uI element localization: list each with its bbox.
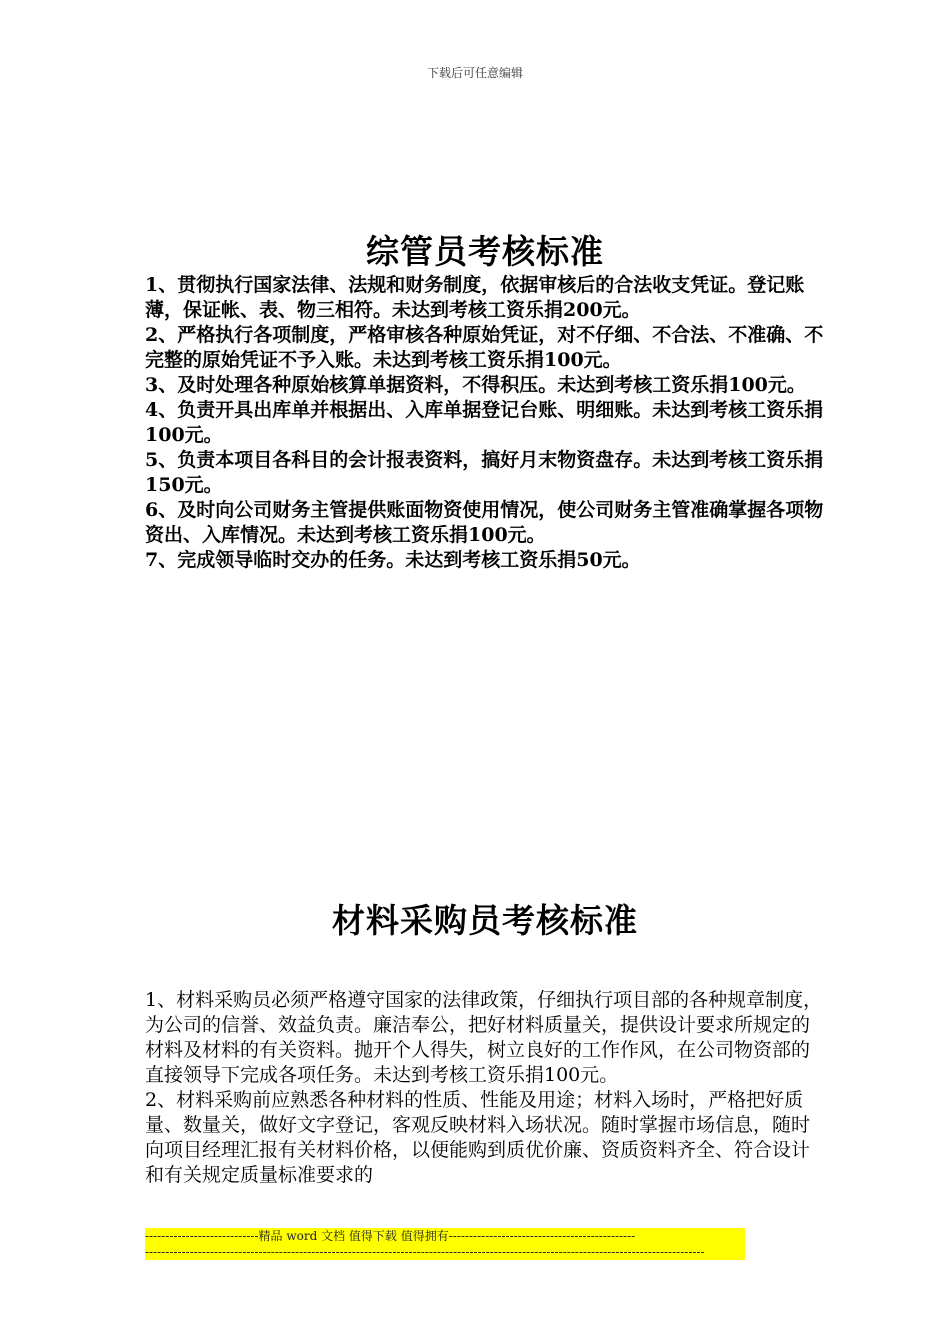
footer-line: ----------------------------精品 word 文档 值得下载 值得拥有----------------------------------------------	[145, 1229, 636, 1243]
footer-banner	[145, 1228, 745, 1260]
list-item: 2、材料采购前应熟悉各种材料的性质、性能及用途；材料入场时，严格把好质量、数量关，做好文字登记，客观反映材料入场状况。随时掌握市场信息，随时向项目经理汇报有关材料价格，以便能购到质优价廉、资质资料齐全、符合设计和有关规定质量标准要求的	[145, 1089, 811, 1186]
section-purchaser-standards	[145, 895, 825, 1188]
list-item: 5、负责本项目各科目的会计报表资料，搞好月末物资盘存。未达到考核工资乐捐150元。	[145, 449, 824, 496]
list-item: 4、负责开具出库单并根据出、入库单据登记台账、明细账。未达到考核工资乐捐100元。	[145, 399, 824, 446]
list-item: 2、严格执行各项制度，严格审核各种原始凭证，对不仔细、不合法、不准确、不完整的原始凭证不予入账。未达到考核工资乐捐100元。	[145, 324, 824, 371]
list-item: 1、贯彻执行国家法律、法规和财务制度，依据审核后的合法收支凭证。登记账薄，保证帐、表、物三相符。未达到考核工资乐捐200元。	[145, 274, 805, 321]
list-item: 3、及时处理各种原始核算单据资料，不得积压。未达到考核工资乐捐100元。	[145, 374, 806, 396]
section-clerk-standards	[145, 226, 825, 573]
list-item: 7、完成领导临时交办的任务。未达到考核工资乐捐50元。	[145, 549, 641, 571]
list-item: 1、材料采购员必须严格遵守国家的法律政策，仔细执行项目部的各种规章制度，为公司的信誉、效益负责。廉洁奉公，把好材料质量关，提供设计要求所规定的材料及材料的有关资料。抛开个人得失，树立良好的工作作风，在公司物资部的直接领导下完成各项任务。未达到考核工资乐捐100元。	[145, 989, 823, 1086]
list-item: 6、及时向公司财务主管提供账面物资使用情况，使公司财务主管准确掌握各项物资出、入库情况。未达到考核工资乐捐100元。	[145, 499, 824, 546]
section-title: 综管员考核标准	[366, 232, 604, 271]
footer-line: ------------------------------------------------------------------------------------------------------------------------------------------	[145, 1245, 705, 1259]
section-title: 材料采购员考核标准	[332, 901, 638, 940]
page-header: 下载后可任意编辑	[426, 66, 523, 80]
